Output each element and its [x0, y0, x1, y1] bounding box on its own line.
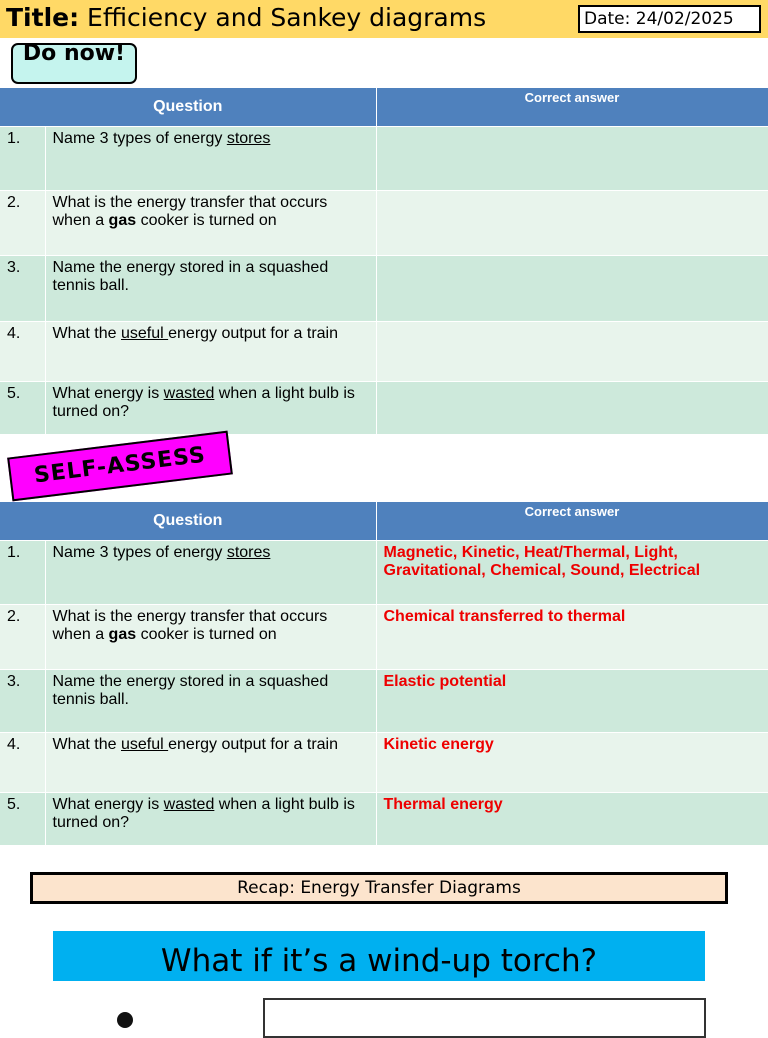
question-number: 4. [0, 733, 45, 793]
table-row [0, 605, 768, 670]
question-number: 2. [0, 605, 45, 670]
recap-heading: Recap: Energy Transfer Diagrams [30, 872, 728, 904]
answer-cell [376, 322, 768, 382]
wind-up-question-banner: What if it’s a wind-up torch? [53, 931, 705, 981]
question-text-part: Name the energy stored in a squashed tennis ball. [52, 259, 329, 294]
table-row [0, 541, 768, 605]
question-emphasis: useful [120, 325, 169, 342]
page-title [6, 3, 486, 32]
question-number: 5. [0, 382, 45, 434]
question-header: Question [0, 88, 376, 127]
question-text-part: when a light bulb is turned on? [52, 385, 355, 420]
question-emphasis: gas [108, 626, 137, 643]
table-row [0, 670, 768, 733]
question-text-part: Name the energy stored in a squashed tennis ball. [52, 673, 329, 708]
question-text-part: energy output for a train [168, 736, 339, 753]
answer-cell: Kinetic energy [376, 733, 768, 793]
torch-icon [117, 1012, 133, 1028]
question-text [45, 541, 376, 605]
table-row [0, 322, 768, 382]
question-text [45, 670, 376, 733]
question-text [45, 322, 376, 382]
answer-cell [376, 256, 768, 322]
table-header-row [0, 88, 768, 127]
answer-cell: Thermal energy [376, 793, 768, 845]
question-text [45, 127, 376, 191]
question-number: 4. [0, 322, 45, 382]
table-row [0, 127, 768, 191]
questions-table [0, 88, 768, 434]
date-box: Date: 24/02/2025 [578, 5, 761, 33]
answer-cell: Magnetic, Kinetic, Heat/Thermal, Light, Gravitational, Chemical, Sound, Electrical [376, 541, 768, 605]
question-text [45, 793, 376, 845]
table-row [0, 793, 768, 845]
question-number: 3. [0, 256, 45, 322]
question-number: 1. [0, 127, 45, 191]
answer-cell [376, 382, 768, 434]
question-text [45, 191, 376, 256]
table-row [0, 191, 768, 256]
title-text: Efficiency and Sankey diagrams [79, 3, 487, 32]
question-emphasis: stores [226, 130, 271, 147]
question-number: 5. [0, 793, 45, 845]
table-row [0, 256, 768, 322]
table-header-row [0, 502, 768, 541]
question-text-part: What the [52, 736, 121, 753]
table-row [0, 382, 768, 434]
question-emphasis: wasted [163, 796, 215, 813]
self-assess-label: SELF-ASSESS [7, 431, 233, 502]
answer-cell [376, 191, 768, 256]
question-emphasis: useful [120, 736, 169, 753]
question-text-part: What energy is [52, 796, 164, 813]
answers-table [0, 502, 768, 845]
question-text-part: What the [52, 325, 121, 342]
question-emphasis: stores [226, 544, 271, 561]
table-row [0, 733, 768, 793]
question-number: 3. [0, 670, 45, 733]
diagram-answer-box [263, 998, 706, 1038]
question-number: 2. [0, 191, 45, 256]
answer-header: Correct answer [376, 88, 768, 127]
question-emphasis: gas [108, 212, 137, 229]
question-text [45, 382, 376, 434]
question-text-part: cooker is turned on [136, 212, 277, 229]
title-bar [0, 0, 768, 38]
question-text-part: What energy is [52, 385, 164, 402]
question-text-part: What is the energy transfer that occurs when a [52, 608, 328, 643]
answer-cell: Elastic potential [376, 670, 768, 733]
do-now-text: Do now! [22, 43, 126, 66]
question-text [45, 733, 376, 793]
question-header: Question [0, 502, 376, 541]
question-text [45, 605, 376, 670]
title-label: Title: [6, 3, 80, 32]
do-now-label [11, 43, 137, 84]
answer-cell [376, 127, 768, 191]
question-text-part: What is the energy transfer that occurs when a [52, 194, 328, 229]
question-text-part: Name 3 types of energy [52, 130, 227, 147]
question-text [45, 256, 376, 322]
question-emphasis: wasted [163, 385, 215, 402]
question-number: 1. [0, 541, 45, 605]
question-text-part: when a light bulb is turned on? [52, 796, 355, 831]
answer-cell: Chemical transferred to thermal [376, 605, 768, 670]
question-text-part: cooker is turned on [136, 626, 277, 643]
question-text-part: Name 3 types of energy [52, 544, 227, 561]
answer-header: Correct answer [376, 502, 768, 541]
question-text-part: energy output for a train [168, 325, 339, 342]
